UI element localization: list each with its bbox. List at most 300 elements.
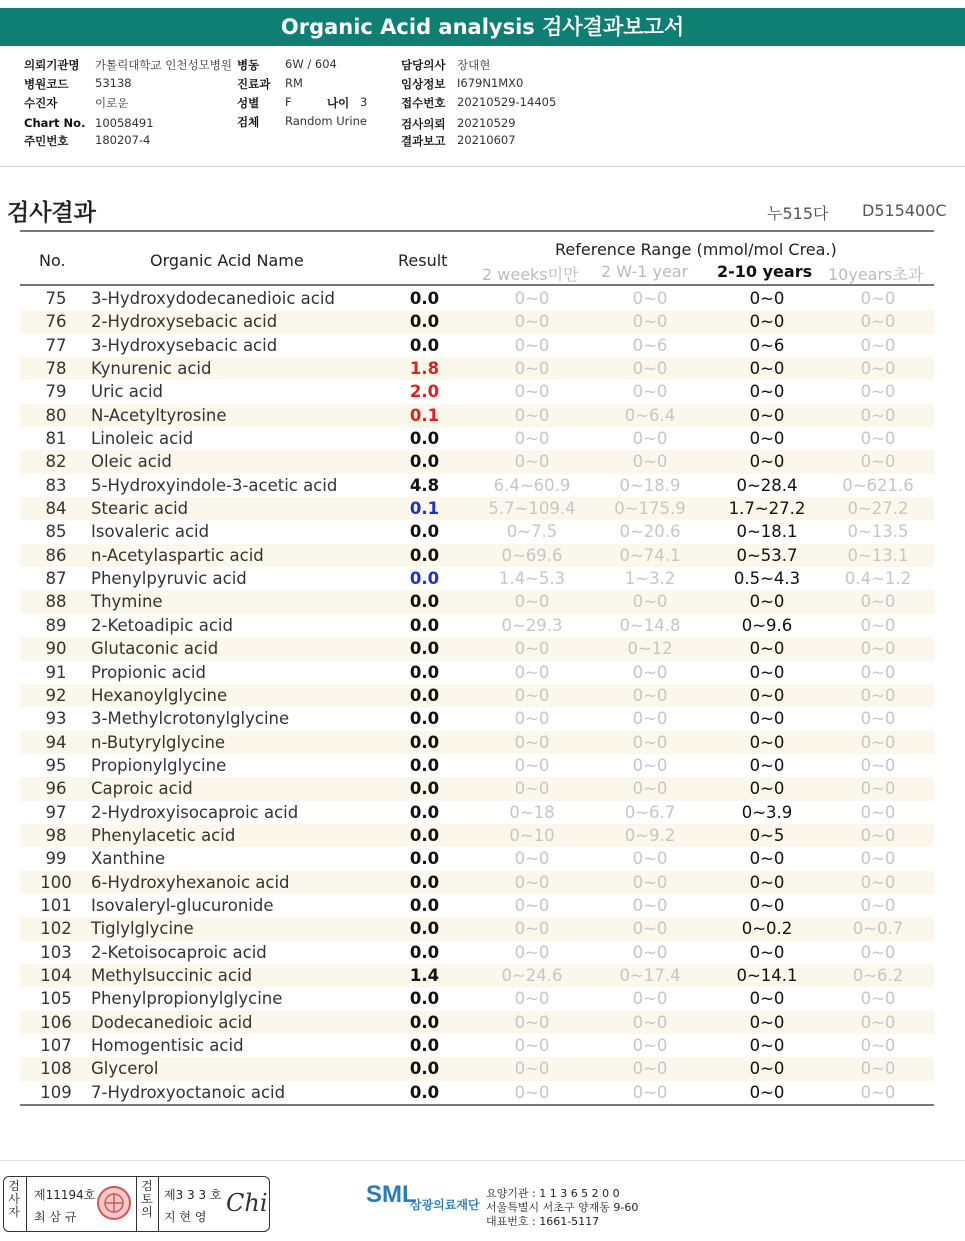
row-result: 0.0 [409, 615, 440, 635]
row-range-10years: 0~0 [860, 895, 896, 915]
patient-info-panel [0, 46, 965, 167]
table-row [20, 520, 934, 543]
row-range-2-10years: 0~53.7 [736, 545, 798, 565]
row-range-2weeks: 0~0 [514, 429, 550, 449]
row-range-2weeks: 0~7.5 [506, 522, 558, 542]
row-result: 0.0 [409, 289, 440, 308]
table-row [20, 941, 934, 964]
row-result: 0.0 [409, 942, 440, 962]
receipt-no-label: 접수번호 [401, 96, 446, 110]
request-date-label: 검사의뢰 [401, 117, 446, 131]
row-result: 0.0 [409, 825, 440, 845]
report-title-banner [0, 8, 965, 46]
row-acid-name: 7-Hydroxyoctanoic acid [91, 1082, 286, 1102]
row-range-2w-1year: 0~0 [632, 919, 668, 939]
row-range-2w-1year: 0~0 [632, 662, 668, 682]
row-range-10years: 0~0 [860, 1036, 896, 1055]
reviewer-label: 검토의 [141, 1179, 153, 1219]
table-row [20, 707, 934, 730]
row-no: 92 [45, 685, 67, 705]
institution-code: 요양기관 : 1 1 3 6 5 2 0 0 [486, 1187, 620, 1200]
institution-label: 의뢰기관명 [24, 58, 80, 72]
row-range-10years: 0~0 [860, 429, 896, 449]
row-range-2w-1year: 0~6.4 [624, 405, 676, 425]
row-acid-name: Dodecanedioic acid [91, 1012, 253, 1032]
divider [26, 1177, 27, 1231]
row-acid-name: Phenylacetic acid [91, 825, 236, 845]
report-date-value: 20210607 [457, 133, 516, 147]
row-range-10years: 0~13.5 [847, 522, 909, 542]
table-row [20, 637, 934, 660]
row-no: 89 [45, 615, 67, 635]
age-value: 3 [360, 95, 368, 109]
row-range-10years: 0~0 [860, 592, 896, 612]
table-row [20, 894, 934, 917]
row-range-2-10years: 0~0 [749, 592, 785, 612]
row-range-2w-1year: 0~0 [632, 1036, 668, 1055]
row-no: 101 [40, 895, 72, 915]
row-result: 0.0 [409, 685, 440, 705]
row-no: 86 [45, 545, 67, 565]
collector-label: 수진자 [24, 96, 58, 110]
row-result: 0.0 [409, 872, 440, 892]
row-range-2-10years: 0~0 [749, 755, 785, 775]
row-range-2weeks: 5.7~109.4 [488, 499, 576, 519]
row-range-10years: 0~0 [860, 639, 896, 659]
request-date-value: 20210529 [457, 116, 516, 130]
table-row [20, 287, 934, 310]
row-no: 98 [45, 825, 67, 845]
row-range-2weeks: 0~0 [514, 709, 550, 729]
ward-label: 병동 [237, 58, 260, 72]
row-range-10years: 0~0 [860, 755, 896, 775]
row-acid-name: Linoleic acid [91, 429, 194, 449]
sml-logo: SML [366, 1181, 417, 1208]
row-range-10years: 0~0 [860, 1059, 896, 1079]
row-result: 0.0 [409, 755, 440, 775]
org-name: 삼광의료재단 [410, 1198, 480, 1212]
reviewer-name: 지 현 영 [164, 1210, 207, 1224]
row-range-2-10years: 0~0 [749, 942, 785, 962]
table-header-rule [20, 284, 934, 286]
hospital-code-value: 53138 [95, 76, 132, 90]
row-range-2-10years: 0~9.6 [741, 615, 793, 635]
signature-box [3, 1176, 270, 1232]
section-title: 검사결과 [7, 200, 96, 226]
row-result: 1.8 [409, 359, 440, 379]
row-range-2w-1year: 0~0 [632, 942, 668, 962]
row-range-2w-1year: 0~0 [632, 709, 668, 729]
row-no: 79 [45, 382, 67, 402]
row-acid-name: n-Butyrylglycine [91, 732, 226, 752]
header-sub-10years: 10years초과 [828, 265, 924, 284]
row-no: 91 [45, 662, 67, 682]
row-range-10years: 0~0 [860, 849, 896, 869]
row-no: 83 [45, 475, 67, 495]
table-row [20, 1034, 934, 1057]
specimen-label: 검체 [237, 115, 260, 129]
row-range-10years: 0~0 [860, 1082, 896, 1102]
row-range-10years: 0~0 [860, 685, 896, 705]
row-range-2-10years: 0~14.1 [736, 965, 798, 985]
row-acid-name: Tiglylglycine [91, 919, 194, 939]
divider [136, 1177, 137, 1231]
row-no: 75 [45, 289, 67, 308]
row-range-2-10years: 0~0 [749, 779, 785, 799]
row-acid-name: Glutaconic acid [91, 639, 219, 659]
row-result: 0.1 [409, 405, 440, 425]
table-row [20, 614, 934, 637]
row-range-2w-1year: 0~12 [627, 639, 673, 659]
row-range-2weeks: 0~0 [514, 685, 550, 705]
row-result: 0.0 [409, 1082, 440, 1102]
row-range-2w-1year: 0~0 [632, 1012, 668, 1032]
row-acid-name: Propionylglycine [91, 755, 227, 775]
clinical-info-label: 임상정보 [401, 77, 446, 91]
row-range-10years: 0~0 [860, 989, 896, 1009]
row-range-2-10years: 0~3.9 [741, 802, 793, 822]
row-acid-name: 2-Ketoadipic acid [91, 615, 233, 635]
row-no: 106 [40, 1012, 72, 1032]
row-no: 81 [45, 429, 67, 449]
row-range-2-10years: 1.7~27.2 [728, 499, 806, 519]
table-top-rule [20, 230, 934, 232]
row-no: 95 [45, 755, 67, 775]
table-row [20, 824, 934, 847]
row-result: 0.0 [409, 1059, 440, 1079]
hospital-code-label: 병원코드 [24, 77, 69, 91]
row-range-2weeks: 0~0 [514, 592, 550, 612]
row-result: 0.0 [409, 569, 440, 589]
row-acid-name: Propionic acid [91, 662, 206, 682]
row-range-10years: 0~0 [860, 662, 896, 682]
table-bottom-rule [20, 1104, 934, 1106]
row-range-10years: 0~0 [860, 405, 896, 425]
table-row [20, 731, 934, 754]
sex-value: F [285, 95, 292, 109]
row-result: 0.0 [409, 522, 440, 542]
row-range-2-10years: 0~0 [749, 849, 785, 869]
row-acid-name: 3-Hydroxydodecanedioic acid [91, 289, 335, 308]
row-range-2-10years: 0~0 [749, 685, 785, 705]
row-range-2w-1year: 0~9.2 [624, 825, 676, 845]
row-range-2w-1year: 0~175.9 [614, 499, 686, 519]
row-result: 0.0 [409, 989, 440, 1009]
row-range-2w-1year: 0~0 [632, 989, 668, 1009]
row-range-2-10years: 0~0 [749, 312, 785, 332]
row-range-10years: 0~0 [860, 359, 896, 379]
row-no: 78 [45, 359, 67, 379]
row-range-2w-1year: 0~0 [632, 1082, 668, 1102]
row-range-2weeks: 0~0 [514, 405, 550, 425]
chart-no-value: 10058491 [95, 116, 154, 130]
row-range-2-10years: 0~0 [749, 452, 785, 472]
row-result: 0.0 [409, 802, 440, 822]
row-range-2weeks: 0~0 [514, 452, 550, 472]
row-result: 0.0 [409, 545, 440, 565]
row-acid-name: n-Acetylaspartic acid [91, 545, 264, 565]
row-result: 0.0 [409, 849, 440, 869]
clinical-info-value: I679N1MX0 [457, 76, 524, 90]
table-row [20, 684, 934, 707]
row-range-2w-1year: 0~17.4 [619, 965, 681, 985]
row-range-2-10years: 0~0.2 [741, 919, 793, 939]
row-range-10years: 0~0 [860, 942, 896, 962]
row-range-2w-1year: 0~0 [632, 779, 668, 799]
row-range-2weeks: 0~0 [514, 732, 550, 752]
row-no: 94 [45, 732, 67, 752]
row-range-2w-1year: 0~0 [632, 359, 668, 379]
inspector-name: 최 삼 규 [34, 1210, 77, 1224]
row-no: 102 [40, 919, 72, 939]
row-range-2w-1year: 0~0 [632, 755, 668, 775]
row-range-2w-1year: 0~0 [632, 452, 668, 472]
row-range-2w-1year: 0~0 [632, 732, 668, 752]
row-no: 97 [45, 802, 67, 822]
report-title: Organic Acid analysis 검사결과보고서 [280, 15, 685, 39]
row-result: 0.0 [409, 429, 440, 449]
receipt-no-value: 20210529-14405 [457, 95, 557, 109]
table-row [20, 1081, 934, 1104]
row-range-2weeks: 0~0 [514, 872, 550, 892]
specimen-value: Random Urine [285, 114, 367, 128]
header-name: Organic Acid Name [150, 251, 304, 270]
table-row [20, 987, 934, 1010]
row-range-2w-1year: 0~20.6 [619, 522, 681, 542]
row-range-2-10years: 0~0 [749, 289, 785, 308]
row-range-2w-1year: 0~18.9 [619, 475, 681, 495]
row-range-2w-1year: 0~0 [632, 1059, 668, 1079]
table-row [20, 497, 934, 520]
row-result: 0.0 [409, 592, 440, 612]
row-range-2w-1year: 0~0 [632, 289, 668, 308]
row-result: 0.0 [409, 779, 440, 799]
row-range-10years: 0~0 [860, 452, 896, 472]
row-range-2-10years: 0~0 [749, 1059, 785, 1079]
row-no: 85 [45, 522, 67, 542]
row-range-2-10years: 0~18.1 [736, 522, 798, 542]
row-result: 0.0 [409, 312, 440, 332]
signature: Chi [226, 1189, 268, 1217]
row-range-2weeks: 0~0 [514, 919, 550, 939]
table-row [20, 1011, 934, 1034]
row-result: 0.0 [409, 1036, 440, 1055]
row-range-10years: 0~0 [860, 1012, 896, 1032]
header-result: Result [398, 251, 448, 270]
row-range-2weeks: 0~0 [514, 1012, 550, 1032]
row-acid-name: 2-Hydroxysebacic acid [91, 312, 278, 332]
row-range-10years: 0~0 [860, 615, 896, 635]
section-code-1: 누515다 [767, 204, 829, 223]
row-range-2weeks: 0~0 [514, 312, 550, 332]
row-range-2-10years: 0~0 [749, 895, 785, 915]
table-row [20, 427, 934, 450]
row-acid-name: Hexanoylglycine [91, 685, 228, 705]
row-range-2w-1year: 0~0 [632, 312, 668, 332]
table-row [20, 474, 934, 497]
row-no: 93 [45, 709, 67, 729]
row-acid-name: Phenylpropionylglycine [91, 989, 283, 1009]
collector-value: 이로운 [95, 96, 129, 110]
row-acid-name: 3-Methylcrotonylglycine [91, 709, 290, 729]
row-range-10years: 0~13.1 [847, 545, 909, 565]
department-label: 진료과 [237, 77, 271, 91]
row-acid-name: Isovaleric acid [91, 522, 210, 542]
row-range-2-10years: 0~0 [749, 1036, 785, 1055]
row-no: 82 [45, 452, 67, 472]
section-code-2: D515400C [862, 201, 947, 220]
row-result: 0.0 [409, 452, 440, 472]
row-range-2-10years: 0~0 [749, 1082, 785, 1102]
report-date-label: 결과보고 [401, 134, 446, 148]
row-acid-name: Glycerol [91, 1059, 159, 1079]
row-range-2-10years: 0~0 [749, 639, 785, 659]
table-row [20, 380, 934, 403]
row-result: 0.1 [409, 499, 440, 519]
row-range-10years: 0~0 [860, 802, 896, 822]
header-sub-2-10years: 2-10 years [717, 262, 813, 281]
row-acid-name: 2-Ketoisocaproic acid [91, 942, 267, 962]
row-result: 0.0 [409, 895, 440, 915]
table-row [20, 777, 934, 800]
header-no: No. [39, 251, 66, 270]
doctor-value: 장대현 [457, 58, 491, 72]
row-acid-name: Homogentisic acid [91, 1036, 244, 1055]
row-range-10years: 0~0 [860, 382, 896, 402]
row-range-2w-1year: 0~0 [632, 429, 668, 449]
row-range-2-10years: 0~0 [749, 872, 785, 892]
row-range-10years: 0~621.6 [842, 475, 914, 495]
row-range-10years: 0~0 [860, 709, 896, 729]
row-range-10years: 0~6.2 [852, 965, 904, 985]
row-no: 107 [40, 1036, 72, 1055]
row-acid-name: Isovaleryl-glucuronide [91, 895, 274, 915]
table-row [20, 964, 934, 987]
institution-value: 가톨릭대학교 인천성모병원 [95, 58, 232, 72]
row-range-10years: 0~0 [860, 779, 896, 799]
row-range-2w-1year: 0~0 [632, 872, 668, 892]
row-range-2weeks: 0~0 [514, 639, 550, 659]
row-range-2weeks: 0~0 [514, 382, 550, 402]
row-range-2w-1year: 0~0 [632, 685, 668, 705]
row-range-2w-1year: 0~0 [632, 895, 668, 915]
row-range-2w-1year: 1~3.2 [624, 569, 676, 589]
table-row [20, 357, 934, 380]
row-range-10years: 0~0 [860, 312, 896, 332]
row-range-2w-1year: 0~0 [632, 382, 668, 402]
department-value: RM [285, 76, 303, 90]
row-range-2weeks: 0~0 [514, 289, 550, 308]
row-range-2weeks: 0~69.6 [501, 545, 563, 565]
row-range-2weeks: 0~0 [514, 662, 550, 682]
table-row [20, 871, 934, 894]
row-no: 76 [45, 312, 67, 332]
row-range-2w-1year: 0~6.7 [624, 802, 676, 822]
row-range-2-10years: 0~0 [749, 732, 785, 752]
row-acid-name: Kynurenic acid [91, 359, 212, 379]
row-range-2weeks: 0~0 [514, 1082, 550, 1102]
age-label: 나이 [327, 96, 350, 110]
header-sub-2w-1year: 2 W-1 year [601, 262, 689, 281]
row-acid-name: 6-Hydroxyhexanoic acid [91, 872, 290, 892]
row-range-2weeks: 0~0 [514, 335, 550, 355]
table-row [20, 590, 934, 613]
row-result: 2.0 [409, 382, 440, 402]
row-range-10years: 0~0 [860, 335, 896, 355]
row-no: 90 [45, 639, 67, 659]
row-range-2-10years: 0~0 [749, 1012, 785, 1032]
table-row [20, 754, 934, 777]
address: 서울특별시 서초구 양재동 9-60 [486, 1201, 639, 1214]
row-acid-name: Stearic acid [91, 499, 189, 519]
table-row [20, 334, 934, 357]
row-range-2weeks: 0~0 [514, 359, 550, 379]
row-acid-name: Oleic acid [91, 452, 172, 472]
row-range-2weeks: 0~0 [514, 942, 550, 962]
resident-no-value: 180207-4 [95, 133, 151, 147]
table-row [20, 310, 934, 333]
table-row [20, 567, 934, 590]
row-acid-name: 2-Hydroxyisocaproic acid [91, 802, 299, 822]
row-range-2-10years: 0~5 [749, 825, 785, 845]
row-range-2w-1year: 0~6 [632, 335, 668, 355]
row-range-2weeks: 0~18 [509, 802, 555, 822]
table-row [20, 801, 934, 824]
reviewer-no: 제3 3 3 호 [164, 1188, 222, 1202]
row-range-10years: 0.4~1.2 [844, 569, 912, 589]
row-no: 108 [40, 1059, 72, 1079]
row-range-2-10years: 0~0 [749, 429, 785, 449]
row-range-2-10years: 0~0 [749, 382, 785, 402]
row-no: 87 [45, 569, 67, 589]
row-no: 80 [45, 405, 67, 425]
row-result: 0.0 [409, 919, 440, 939]
row-acid-name: 5-Hydroxyindole-3-acetic acid [91, 475, 338, 495]
row-range-10years: 0~0 [860, 825, 896, 845]
row-acid-name: Caproic acid [91, 779, 193, 799]
row-result: 0.0 [409, 709, 440, 729]
row-no: 104 [40, 965, 72, 985]
row-no: 109 [40, 1082, 72, 1102]
row-result: 4.8 [409, 475, 440, 495]
row-no: 96 [45, 779, 67, 799]
row-acid-name: N-Acetyltyrosine [91, 405, 227, 425]
row-range-10years: 0~0 [860, 289, 896, 308]
doctor-label: 담당의사 [401, 58, 446, 72]
row-range-2-10years: 0~0 [749, 662, 785, 682]
row-range-10years: 0~0.7 [852, 919, 904, 939]
row-acid-name: Phenylpyruvic acid [91, 569, 247, 589]
table-row [20, 661, 934, 684]
row-range-2weeks: 1.4~5.3 [498, 569, 566, 589]
row-range-2weeks: 0~0 [514, 849, 550, 869]
inspector-label: 검사자 [8, 1179, 20, 1219]
row-range-2w-1year: 0~0 [632, 849, 668, 869]
row-range-2weeks: 0~0 [514, 1036, 550, 1055]
row-range-2weeks: 0~0 [514, 895, 550, 915]
row-no: 100 [40, 872, 72, 892]
chart-no-label: Chart No. [24, 116, 86, 130]
footer [0, 1160, 965, 1241]
ward-value: 6W / 604 [285, 57, 337, 71]
row-range-10years: 0~0 [860, 732, 896, 752]
row-result: 1.4 [409, 965, 440, 985]
result-rows [20, 287, 934, 1104]
row-range-2w-1year: 0~14.8 [619, 615, 681, 635]
row-acid-name: Uric acid [91, 382, 164, 402]
row-no: 99 [45, 849, 67, 869]
row-range-2-10years: 0~0 [749, 405, 785, 425]
